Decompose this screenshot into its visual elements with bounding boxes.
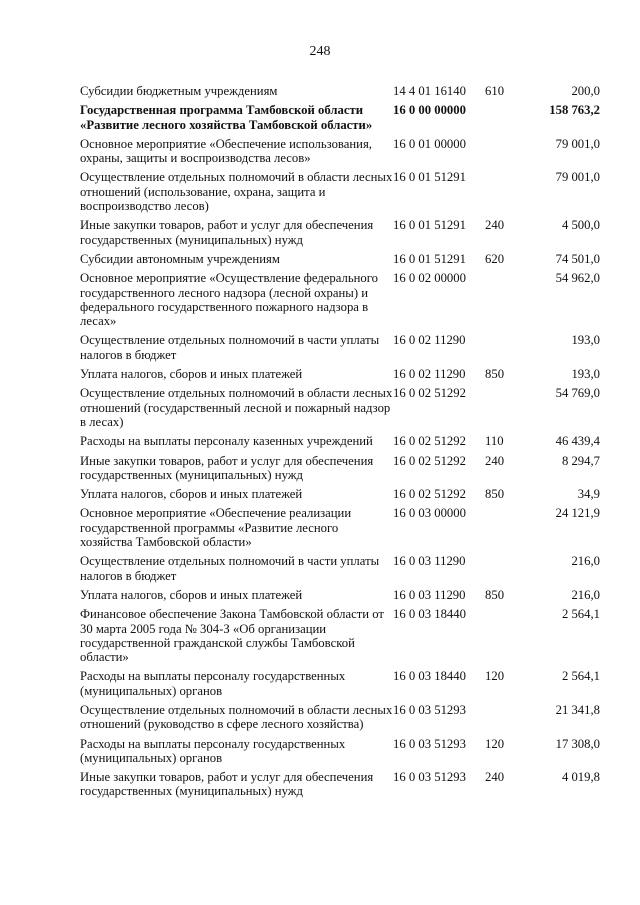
table-row (80, 554, 600, 588)
row-amount: 54 769,0 (555, 386, 600, 401)
row-expense-type: 850 (485, 487, 505, 502)
table-row (80, 170, 600, 218)
row-code: 14 4 01 16140 (393, 84, 466, 98)
row-expense-type: 120 (485, 669, 505, 684)
table-row (80, 271, 600, 333)
row-expense-type (485, 607, 525, 669)
row-name: Расходы на выплаты персоналу казенных учреждений (80, 434, 373, 449)
table-row (80, 434, 600, 453)
row-name: Расходы на выплаты персоналу государственных (муниципальных) органов (80, 736, 346, 765)
row-expense-type (485, 271, 525, 333)
table-row (80, 103, 600, 137)
row-expense-type (485, 506, 525, 554)
row-amount: 34,9 (577, 487, 600, 502)
row-code: 16 0 02 51292 (393, 453, 466, 468)
table-row (80, 669, 600, 703)
row-code: 16 0 01 51291 (393, 251, 466, 266)
row-amount: 193,0 (571, 333, 600, 348)
row-code: 16 0 03 11290 (393, 554, 466, 569)
row-name: Иные закупки товаров, работ и услуг для обеспечения государственных (муниципальных) нужд (80, 453, 374, 482)
row-expense-type: 620 (485, 251, 505, 266)
row-amount: 79 001,0 (555, 170, 600, 185)
row-code: 16 0 03 51293 (393, 702, 466, 717)
row-expense-type (485, 386, 525, 434)
table-row (80, 737, 600, 771)
table-row (80, 703, 600, 737)
table-row (80, 84, 600, 103)
row-name: Субсидии автономным учреждениям (80, 251, 280, 266)
row-name: Осуществление отдельных полномочий в области лесных отношений (руководство в сфере лесного хозяйства) (80, 702, 393, 732)
row-amount: 74 501,0 (555, 251, 600, 266)
row-expense-type (485, 137, 525, 171)
row-code: 16 0 03 51293 (393, 770, 466, 785)
row-code: 16 0 03 00000 (393, 506, 466, 521)
row-amount: 216,0 (571, 587, 600, 602)
row-code: 16 0 02 11290 (393, 367, 466, 382)
row-amount: 46 439,4 (555, 434, 600, 449)
row-amount: 216,0 (571, 554, 600, 569)
row-expense-type: 240 (485, 218, 505, 233)
row-name: Осуществление отдельных полномочий в области лесных отношений (государственный лесной и пожарный надзор в лесах) (80, 386, 393, 429)
row-amount: 79 001,0 (555, 136, 600, 151)
row-name: Уплата налогов, сборов и иных платежей (80, 367, 303, 382)
table-row (80, 137, 600, 171)
row-amount: 8 294,7 (561, 453, 600, 468)
row-expense-type (485, 103, 525, 137)
row-amount: 17 308,0 (555, 736, 600, 751)
table-row (80, 487, 600, 506)
table-row (80, 588, 600, 607)
row-amount: 24 121,9 (555, 506, 600, 521)
row-name: Основное мероприятие «Осуществление федерального государственного лесного надзора (лесной охраны) и федерального государственного пожарного надзора в лесах» (80, 271, 378, 329)
row-expense-type (485, 170, 525, 218)
row-name: Осуществление отдельных полномочий в части уплаты налогов в бюджет (80, 333, 380, 362)
row-code: 16 0 03 11290 (393, 587, 466, 602)
row-expense-type (485, 554, 525, 588)
row-expense-type: 240 (485, 770, 505, 785)
row-name: Осуществление отдельных полномочий в части уплаты налогов в бюджет (80, 554, 380, 583)
row-code: 16 0 02 51292 (393, 386, 466, 401)
table-row (80, 367, 600, 386)
row-amount: 4 500,0 (561, 218, 600, 233)
row-expense-type: 120 (485, 736, 505, 751)
row-amount: 193,0 (571, 367, 600, 382)
row-name: Основное мероприятие «Обеспечение использования, охраны, защиты и воспроизводства лесов» (80, 136, 372, 166)
row-expense-type: 850 (485, 367, 505, 382)
row-amount: 54 962,0 (555, 271, 600, 286)
budget-table (80, 84, 600, 804)
row-code: 16 0 03 18440 (393, 607, 466, 622)
row-name: Иные закупки товаров, работ и услуг для обеспечения государственных (муниципальных) нужд (80, 770, 374, 799)
row-name: Финансовое обеспечение Закона Тамбовской области от 30 марта 2005 года № 304-З «Об организации государственной гражданской службы Тамбовской области» (80, 607, 384, 665)
row-code: 16 0 01 51291 (393, 218, 466, 233)
table-row (80, 770, 600, 804)
row-amount: 2 564,1 (561, 607, 600, 622)
row-expense-type: 850 (485, 587, 505, 602)
row-name: Основное мероприятие «Обеспечение реализации государственной программы «Развитие лесного хозяйства Тамбовской области» (80, 506, 352, 550)
row-name: Расходы на выплаты персоналу государственных (муниципальных) органов (80, 669, 346, 698)
table-row (80, 218, 600, 252)
row-code: 16 0 01 00000 (393, 136, 466, 151)
row-code: 16 0 02 51292 (393, 434, 466, 449)
row-code: 16 0 01 51291 (393, 170, 466, 185)
row-name: Уплата налогов, сборов и иных платежей (80, 487, 303, 502)
row-expense-type: 240 (485, 453, 505, 468)
page-number: 248 (309, 44, 331, 59)
row-name: Уплата налогов, сборов и иных платежей (80, 587, 303, 602)
row-expense-type (485, 703, 525, 737)
table-row (80, 386, 600, 434)
row-amount: 4 019,8 (561, 770, 600, 785)
row-amount: 200,0 (571, 84, 600, 98)
row-name: Иные закупки товаров, работ и услуг для обеспечения государственных (муниципальных) нужд (80, 218, 374, 247)
table-row (80, 252, 600, 271)
row-amount: 158 763,2 (549, 103, 600, 118)
budget-table-body (80, 84, 600, 804)
row-name: Государственная программа Тамбовской области «Развитие лесного хозяйства Тамбовской области» (80, 103, 373, 132)
row-expense-type: 110 (485, 434, 504, 449)
table-row (80, 506, 600, 554)
table-row (80, 454, 600, 488)
row-code: 16 0 02 11290 (393, 333, 466, 348)
row-name: Осуществление отдельных полномочий в области лесных отношений (использование, охрана, защита и воспроизводство лесов) (80, 170, 393, 214)
row-code: 16 0 00 00000 (393, 103, 466, 118)
row-expense-type (485, 333, 525, 367)
table-row (80, 333, 600, 367)
row-amount: 21 341,8 (555, 702, 600, 717)
row-code: 16 0 03 51293 (393, 736, 466, 751)
table-row (80, 607, 600, 669)
row-amount: 2 564,1 (561, 669, 600, 684)
row-code: 16 0 02 00000 (393, 271, 466, 286)
row-expense-type: 610 (485, 84, 505, 98)
row-code: 16 0 02 51292 (393, 487, 466, 502)
row-code: 16 0 03 18440 (393, 669, 466, 684)
row-name: Субсидии бюджетным учреждениям (80, 84, 278, 98)
